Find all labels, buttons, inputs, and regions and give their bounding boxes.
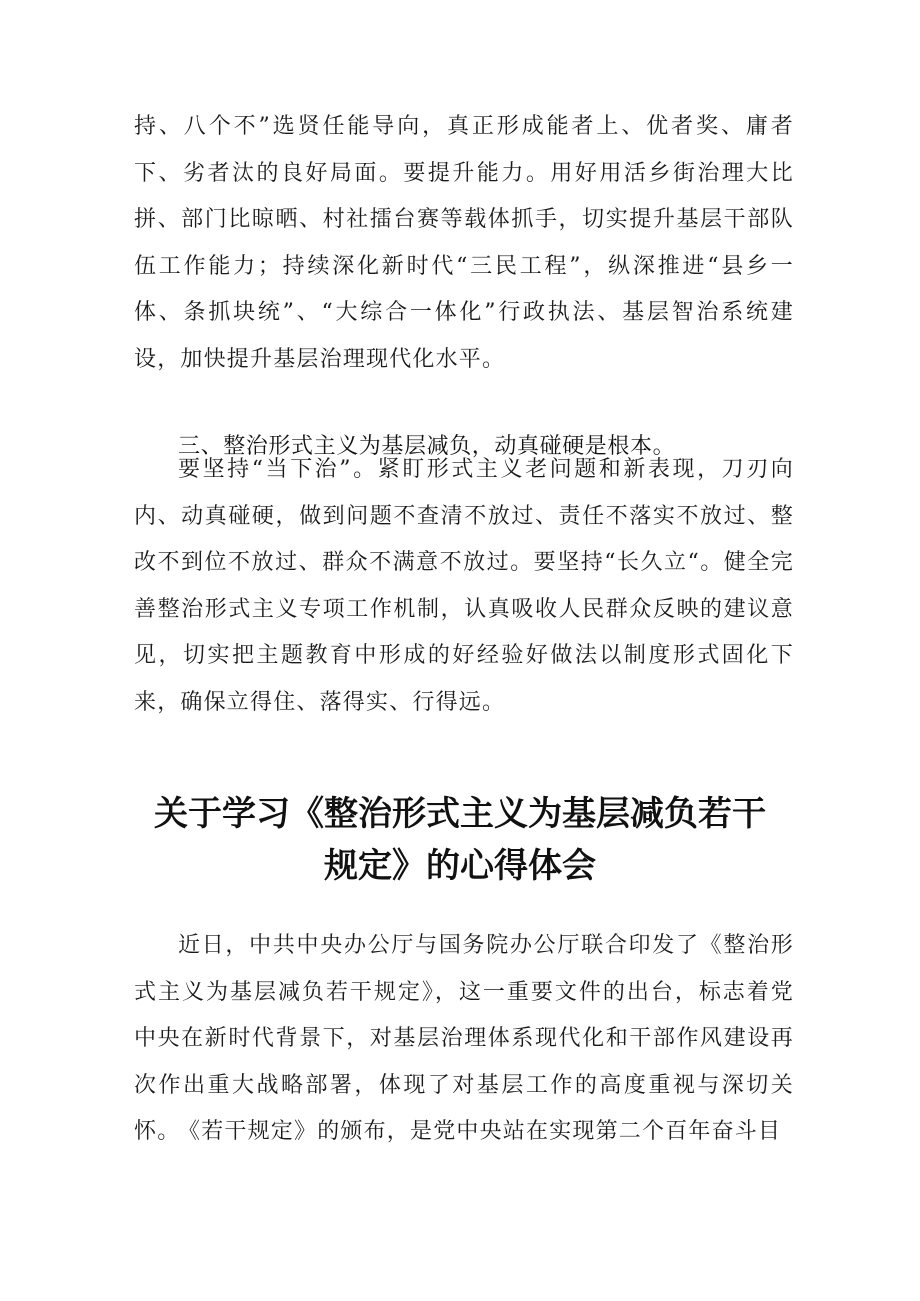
continued-paragraph: 持、八个不”选贤任能导向，真正形成能者上、优者奖、庸者下、劣者汰的良好局面。要提升能力。用好用活乡街治理大比拼、部门比晾晒、村社擂台赛等载体抓手，切实提升基层干部队伍工作能力；持续深化新时代“三民工程”，纵深推进“县乡一体、条抓块统”、“大综合一体化”行政执法、基层智治系统建设，加快提升基层治理现代化水平。 <box>134 114 794 372</box>
article-title-line-1: 关于学习《整治形式主义为基层减负若干 <box>154 794 766 834</box>
article-paragraph-2: 《若干规定》的颁布，是党中央站在实现第二个百年奋斗目 <box>178 1119 782 1144</box>
section-paragraph: 要坚持“当下治”。紧盯形式主义老问题和新表现，刀刃向内、动真碰硬，做到问题不查清不放过、责任不落实不放过、整改不到位不放过、群众不满意不放过。要坚持“长久立“。健全完善整治形式主义专项工作机制，认真吸收人民群众反映的建议意见，切实把主题教育中形成的好经验好做法以制度形式固化下来，确保立得住、落得实、行得远。 <box>134 457 794 715</box>
section-heading: 三、整治形式主义为基层减负，动真碰硬是根本。 <box>178 434 676 459</box>
article-title-line-2: 规定》的心得体会 <box>324 846 596 886</box>
article-title <box>120 788 800 892</box>
article-paragraph-1: 近日，中共中央办公厅与国务院办公厅联合印发了《整治形式主义为基层减负若干规定》，这一重要文件的出台，标志着党中央在新时代背景下，对基层治理体系现代化和干部作风建设再次作出重大战略部署，体现了对基层工作的高度重视与深切关怀。 <box>134 933 794 1145</box>
